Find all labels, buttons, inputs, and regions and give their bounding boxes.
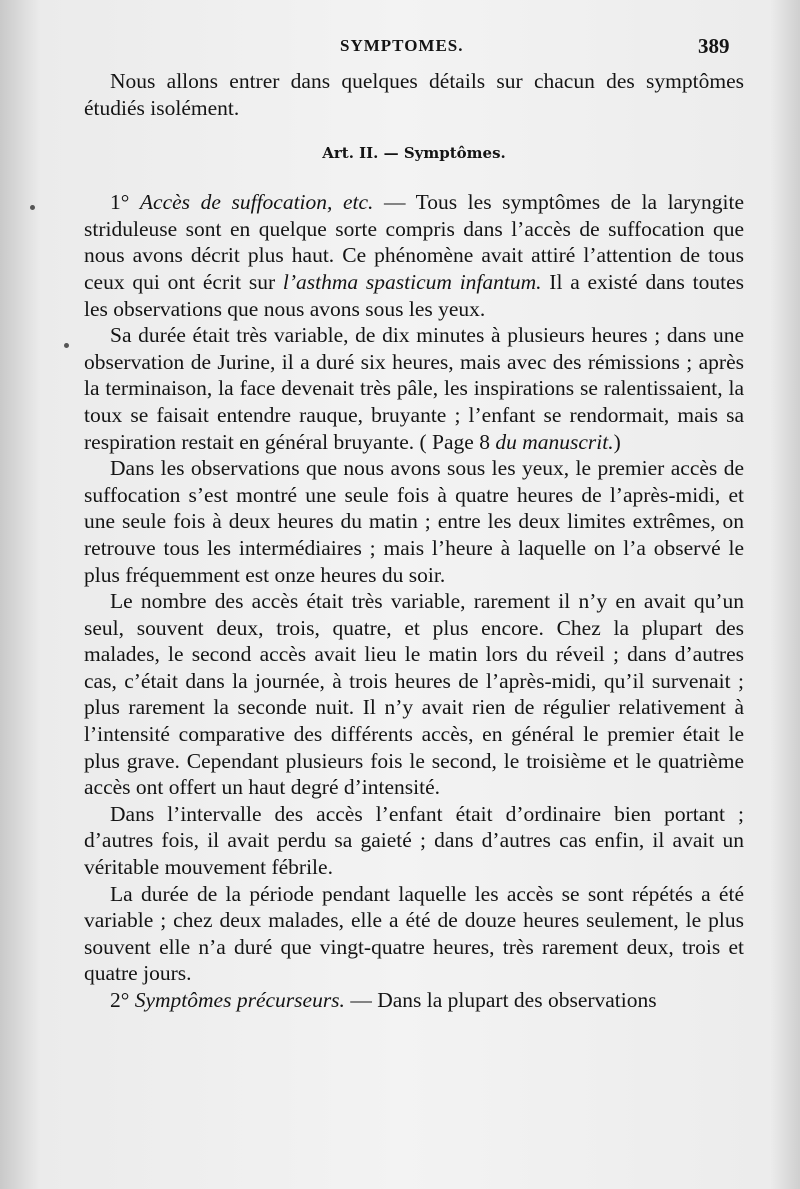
- paragraph: Nous allons entrer dans quelques détails sur chacun des symptômes étudiés isolément.: [84, 69, 744, 120]
- item-title: Accès de suffocation, etc.: [139, 190, 374, 215]
- page-header: [0, 36, 800, 62]
- text-run: Il a existé dans toutes les observations que nous avons sous les yeux.: [84, 269, 744, 321]
- text-run: — Tous les symptômes de la laryngite striduleuse sont en quelque sorte compris dans l’accès de suffocation que nous avons décrit plus haut. Ce phénomène avait attiré l’attention de tous ceux qui ont écrit sur: [84, 190, 744, 294]
- margin-dot: [30, 205, 35, 210]
- text-run: Sa durée était très variable, de dix minutes à plusieurs heures ; dans une observation de Jurine, il a duré six heures, mais avec des rémissions ; après la terminaison, la face devenait très pâle, les inspirations se ralentissaient, la toux se faisait entendre rauque, bruyante ; l’enfant se rendormait, mais sa respiration restait en général bruyante. ( Page 8: [84, 323, 744, 454]
- text-run: ): [613, 429, 621, 454]
- paragraph: La durée de la période pendant laquelle les accès se sont répétés a été variable ; chez deux malades, elle a été de douze heures seulement, le plus souvent elle n’a duré que vingt-quatre heures, très rarement deux, trois et quatre jours.: [84, 881, 744, 986]
- citation: du manuscrit.: [495, 429, 614, 454]
- paragraph: [84, 322, 744, 455]
- item-number: 1°: [110, 190, 130, 215]
- running-head: SYMPTOMES.: [340, 36, 464, 55]
- margin-dot: [64, 343, 69, 348]
- latin-term: l’asthma spasticum infantum.: [282, 269, 542, 294]
- body-text: [84, 68, 744, 1014]
- item-title: Symptômes précurseurs.: [134, 988, 345, 1012]
- item-number: 2°: [110, 988, 130, 1012]
- paragraph: Le nombre des accès était très variable, rarement il n’y en avait qu’un seul, souvent deux, trois, quatre, et plus encore. Chez la plupart des malades, le second accès avait lieu le matin lors du réveil ; dans d’autres cas, c’était dans la journée, à trois heures de l’après-midi, qu’il survenait ; plus rarement la seconde nuit. Il n’y avait rien de régulier relativement à l’intensité comparative des différents accès, en général le premier était le plus grave. Cependant plusieurs fois le second, le troisième et le quatrième accès ont offert un haut degré d’intensité.: [84, 589, 744, 800]
- paragraph: Dans les observations que nous avons sous les yeux, le premier accès de suffocation s’est montré une seule fois à quatre heures de l’après-midi, et une seule fois à deux heures du matin ; entre les deux limites extrêmes, on retrouve tous les intermédiaires ; mais l’heure à laquelle on l’a observé le plus fréquemment est onze heures du soir.: [84, 456, 744, 587]
- paragraph: [84, 189, 744, 322]
- paragraph: Dans l’intervalle des accès l’enfant était d’ordinaire bien portant ; d’autres fois, il avait perdu sa gaieté ; dans d’autres cas enfin, il avait un véritable mouvement fébrile.: [84, 801, 744, 880]
- paragraph: [84, 987, 744, 1014]
- text-run: — Dans la plupart des observations: [344, 988, 657, 1012]
- section-heading: Art. II. — Symptômes.: [322, 144, 506, 163]
- page-number: 389: [698, 34, 730, 58]
